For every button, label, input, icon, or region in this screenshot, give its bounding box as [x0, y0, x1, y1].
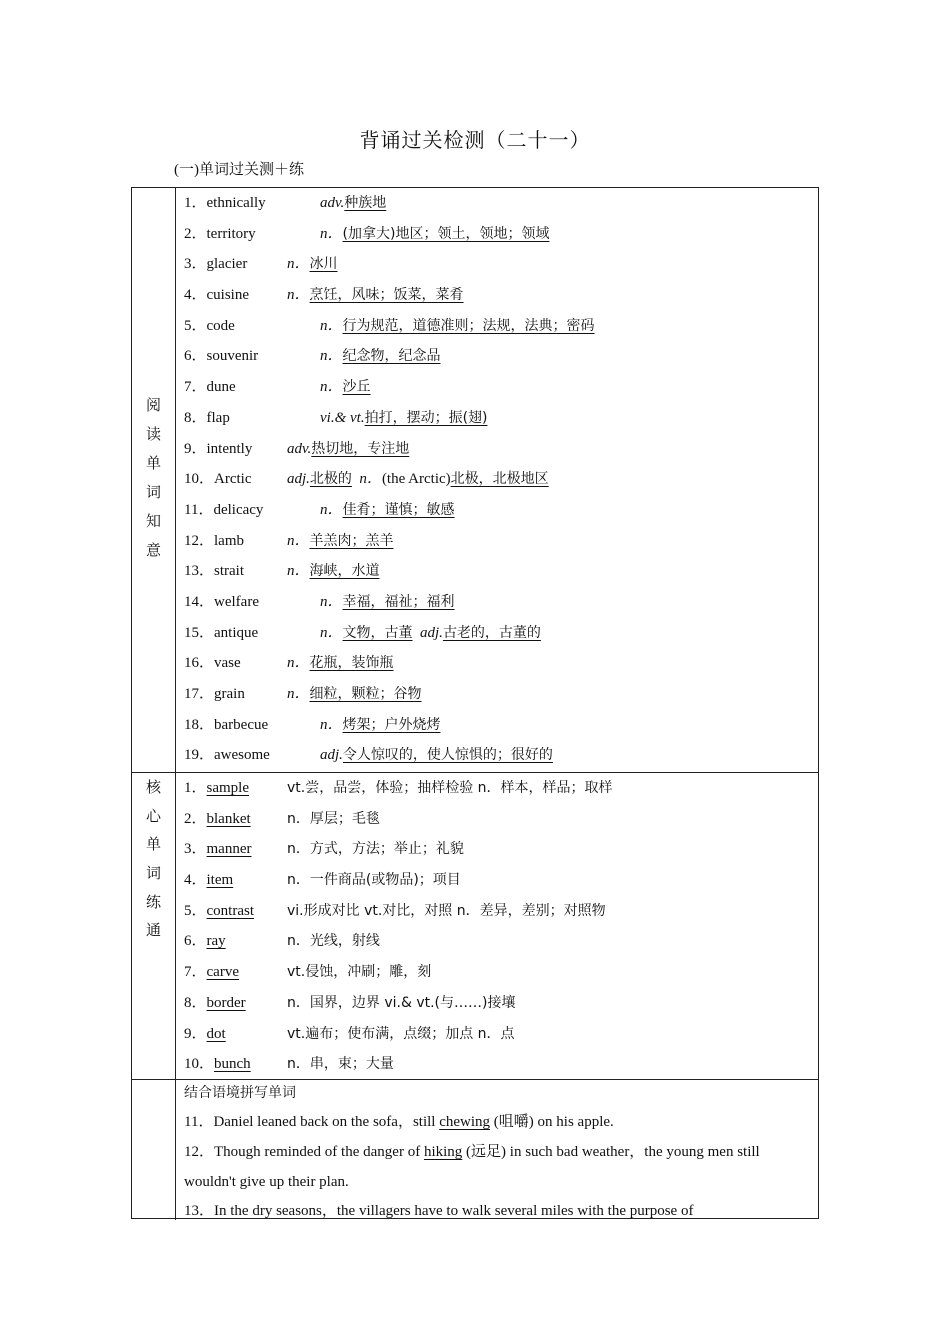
vocab-row [184, 403, 810, 434]
english-word: souvenir [206, 348, 259, 365]
answer-word: border [206, 994, 246, 1011]
meaning: 幸福，福祉；福利 [342, 593, 455, 610]
definition [320, 188, 386, 219]
meaning: 烹饪，风味；饭菜，菜肴 [309, 287, 464, 304]
english-word: vase [214, 655, 241, 672]
answer-word: item [206, 872, 234, 889]
meaning: 羊羔肉；羔羊 [309, 532, 394, 549]
definition [320, 587, 455, 618]
english-word: intently [206, 440, 253, 457]
side-char: 单 [145, 835, 161, 853]
definition: n．一件商品(或物品)；项目 [287, 872, 461, 889]
item-number: 16． [184, 655, 215, 672]
section-subtitle: (一)单词过关测＋练 [174, 162, 304, 178]
vocab-table [131, 187, 819, 1219]
meaning: 拍打，摆动；振(翅) [364, 409, 488, 426]
item-number: 8． [184, 409, 207, 426]
item-number: 9． [184, 1025, 207, 1042]
definition [287, 434, 409, 465]
meaning: 行为规范，道德准则；法规，法典；密码 [342, 317, 595, 334]
item-number: 6． [184, 933, 207, 950]
vocab-row [184, 926, 810, 957]
vocab-row [184, 710, 810, 741]
vocab-row [184, 679, 810, 710]
vocab-row [184, 1019, 810, 1050]
english-word: Arctic [214, 471, 252, 488]
side-char: 心 [145, 807, 161, 825]
meaning: 文物，古董 [342, 624, 413, 641]
item-number: 14． [184, 593, 215, 610]
meaning-note: (the Arctic) [381, 471, 451, 488]
meaning: 冰川 [309, 256, 338, 273]
english-word: cuisine [206, 287, 250, 304]
item-number: 7． [184, 964, 207, 981]
vocab-row [184, 773, 810, 804]
meaning: 北极，北极地区 [450, 471, 549, 488]
item-number: 15． [184, 624, 215, 641]
core-side-label [132, 773, 176, 1079]
item-number: 10． [184, 471, 215, 488]
definition: vt.侵蚀，冲刷；雕，刻 [287, 964, 432, 981]
definition: n．光线，射线 [287, 933, 380, 950]
definition [320, 618, 541, 649]
definition [287, 679, 422, 710]
part-of-speech: n． [320, 593, 343, 610]
reading-section [132, 188, 818, 772]
reading-side-label [132, 188, 176, 772]
definition: n．厚层；毛毯 [287, 810, 380, 827]
vocab-row [184, 311, 810, 342]
vocab-row [184, 957, 810, 988]
item-number: 18． [184, 716, 215, 733]
vocab-row [184, 464, 810, 495]
part-of-speech: vi.& vt. [320, 409, 365, 426]
vocab-row [184, 249, 810, 280]
english-word: code [206, 317, 235, 334]
part-of-speech: n． [287, 256, 310, 273]
vocab-row [184, 556, 810, 587]
part-of-speech: n． [320, 501, 343, 518]
meaning: 花瓶，装饰瓶 [309, 655, 394, 672]
context-section [132, 1079, 818, 1220]
definition: n．国界，边界 vi.& vt.(与……)接壤 [287, 994, 516, 1011]
vocab-row [184, 280, 810, 311]
vocab-row [184, 896, 810, 927]
item-number: 17． [184, 686, 215, 702]
side-char: 词 [145, 864, 161, 882]
item-number: 2． [184, 225, 207, 242]
context-heading: 结合语境拼写单词 [184, 1085, 296, 1101]
part-of-speech: adj. [320, 747, 343, 764]
side-char: 意 [145, 541, 161, 559]
vocab-row [184, 834, 810, 865]
vocab-row [184, 804, 810, 835]
part-of-speech: n． [287, 532, 310, 549]
english-word: flap [206, 409, 230, 426]
item-number: 13． [184, 563, 215, 580]
item-number: 6． [184, 348, 207, 365]
item-number: 10． [184, 1056, 215, 1073]
vocab-row [184, 372, 810, 403]
definition [320, 219, 549, 250]
item-number: 3． [184, 256, 207, 273]
item-number: 5． [184, 317, 207, 334]
definition [287, 556, 380, 587]
part-of-speech: n． [320, 348, 343, 365]
part-of-speech: n． [359, 471, 382, 488]
part-of-speech: adv. [320, 195, 345, 211]
item-number: 1． [184, 195, 207, 211]
meaning: 令人惊叹的，使人惊惧的；很好的 [342, 747, 553, 764]
meaning: 沙丘 [342, 379, 371, 396]
english-word: ethnically [206, 195, 266, 211]
vocab-row [184, 434, 810, 465]
vocab-row [184, 587, 810, 618]
answer-word: dot [206, 1025, 226, 1042]
item-number: 4． [184, 287, 207, 304]
core-list [184, 773, 810, 1080]
meaning: 种族地 [344, 195, 387, 211]
sentence-12 [184, 1138, 804, 1197]
meaning: 佳肴；谨慎；敏感 [342, 501, 455, 518]
definition [320, 740, 553, 771]
vocab-row [184, 740, 810, 771]
core-section [132, 772, 818, 1079]
meaning: 古老的，古董的 [442, 624, 541, 641]
definition [320, 311, 595, 342]
meaning: 烤架；户外烧烤 [342, 716, 441, 733]
side-char: 知 [145, 512, 161, 530]
item-number: 8． [184, 994, 207, 1011]
english-word: lamb [214, 532, 245, 549]
part-of-speech: n． [287, 563, 310, 580]
part-of-speech: n． [287, 655, 310, 672]
answer-word: carve [206, 964, 239, 981]
page-title: 背诵过关检测（二十一） [359, 128, 591, 152]
meaning: 北极的 [309, 471, 352, 488]
vocab-row [184, 865, 810, 896]
sentence-text: 12．Though reminded of the danger of [184, 1144, 424, 1160]
definition: vi.形成对比 vt.对比，对照 n．差异，差别；对照物 [287, 902, 606, 919]
meaning: 海峡，水道 [309, 563, 380, 580]
english-word: antique [214, 624, 259, 641]
definition [287, 280, 464, 311]
item-number: 7． [184, 379, 207, 396]
english-word: strait [214, 563, 245, 580]
vocab-row [184, 618, 810, 649]
part-of-speech: n． [320, 225, 343, 242]
item-number: 4． [184, 872, 207, 889]
part-of-speech: n． [287, 686, 310, 702]
vocab-row [184, 648, 810, 679]
vocab-row [184, 495, 810, 526]
english-word: delicacy [213, 501, 264, 518]
meaning: 热切地，专注地 [311, 440, 410, 457]
definition [287, 526, 394, 557]
part-of-speech: n． [287, 287, 310, 304]
context-side [132, 1080, 176, 1220]
definition [320, 495, 455, 526]
part-of-speech: n． [320, 624, 343, 641]
definition: vt.尝，品尝，体验；抽样检验 n．样本，样品；取样 [287, 780, 613, 796]
part-of-speech: n． [320, 379, 343, 396]
definition [320, 710, 441, 741]
english-word: welfare [214, 593, 259, 610]
definition: n．方式，方法；举止；礼貌 [287, 841, 464, 858]
meaning: 细粒，颗粒；谷物 [309, 686, 422, 702]
sentence-11 [184, 1108, 804, 1138]
part-of-speech: adj. [287, 471, 310, 488]
part-of-speech: adv. [287, 440, 312, 457]
side-char: 词 [145, 483, 161, 501]
english-word: territory [206, 225, 256, 242]
definition [287, 249, 338, 280]
side-char: 读 [145, 425, 161, 443]
definition [287, 464, 549, 495]
english-word: dune [206, 379, 236, 396]
definition [320, 341, 441, 372]
vocab-row [184, 988, 810, 1019]
english-word: awesome [214, 747, 270, 764]
vocab-row [184, 526, 810, 557]
definition [320, 403, 488, 434]
answer-word: bunch [214, 1056, 251, 1073]
answer-word: contrast [206, 902, 254, 919]
answer-word: chewing [439, 1114, 491, 1130]
item-number: 19． [184, 747, 215, 764]
item-number: 3． [184, 841, 207, 858]
answer-word: sample [206, 780, 250, 796]
english-word: barbecue [214, 716, 269, 733]
answer-word: blanket [206, 810, 251, 827]
meaning: 纪念物，纪念品 [342, 348, 441, 365]
part-of-speech: adj. [420, 624, 443, 641]
side-char: 核 [145, 778, 161, 796]
sentence-text: 11．Daniel leaned back on the sofa，still [184, 1114, 440, 1130]
item-number: 1． [184, 780, 207, 796]
item-number: 9． [184, 440, 207, 457]
meaning: (加拿大)地区；领土，领地；领域 [342, 225, 550, 242]
definition: n．串，束；大量 [287, 1056, 394, 1073]
vocab-row [184, 1049, 810, 1080]
definition [320, 372, 371, 403]
english-word: glacier [206, 256, 248, 273]
definition [287, 648, 394, 679]
vocab-row [184, 341, 810, 372]
side-char: 阅 [145, 396, 161, 414]
side-char: 单 [145, 454, 161, 472]
item-number: 5． [184, 902, 207, 919]
answer-word: hiking [423, 1144, 463, 1160]
side-char: 练 [145, 893, 161, 911]
answer-word: ray [206, 933, 226, 950]
sentence-text: (咀嚼) on his apple. [490, 1114, 614, 1130]
definition: vt.遍布；使布满，点缀；加点 n．点 [287, 1025, 515, 1042]
sentence-text: (远足) in such bad weather，the young men still wouldn't give up their plan. [184, 1144, 760, 1190]
vocab-row [184, 219, 810, 250]
vocab-row [184, 188, 810, 219]
item-number: 12． [184, 532, 215, 549]
reading-list [184, 188, 810, 771]
item-number: 2． [184, 810, 207, 827]
item-number: 11． [184, 501, 214, 518]
answer-word: manner [206, 841, 252, 858]
sentence-13: 13．In the dry seasons，the villagers have to walk several miles with the purpose of [184, 1203, 694, 1219]
english-word: grain [214, 686, 245, 702]
part-of-speech: n． [320, 716, 343, 733]
side-char: 通 [145, 921, 161, 939]
part-of-speech: n． [320, 317, 343, 334]
